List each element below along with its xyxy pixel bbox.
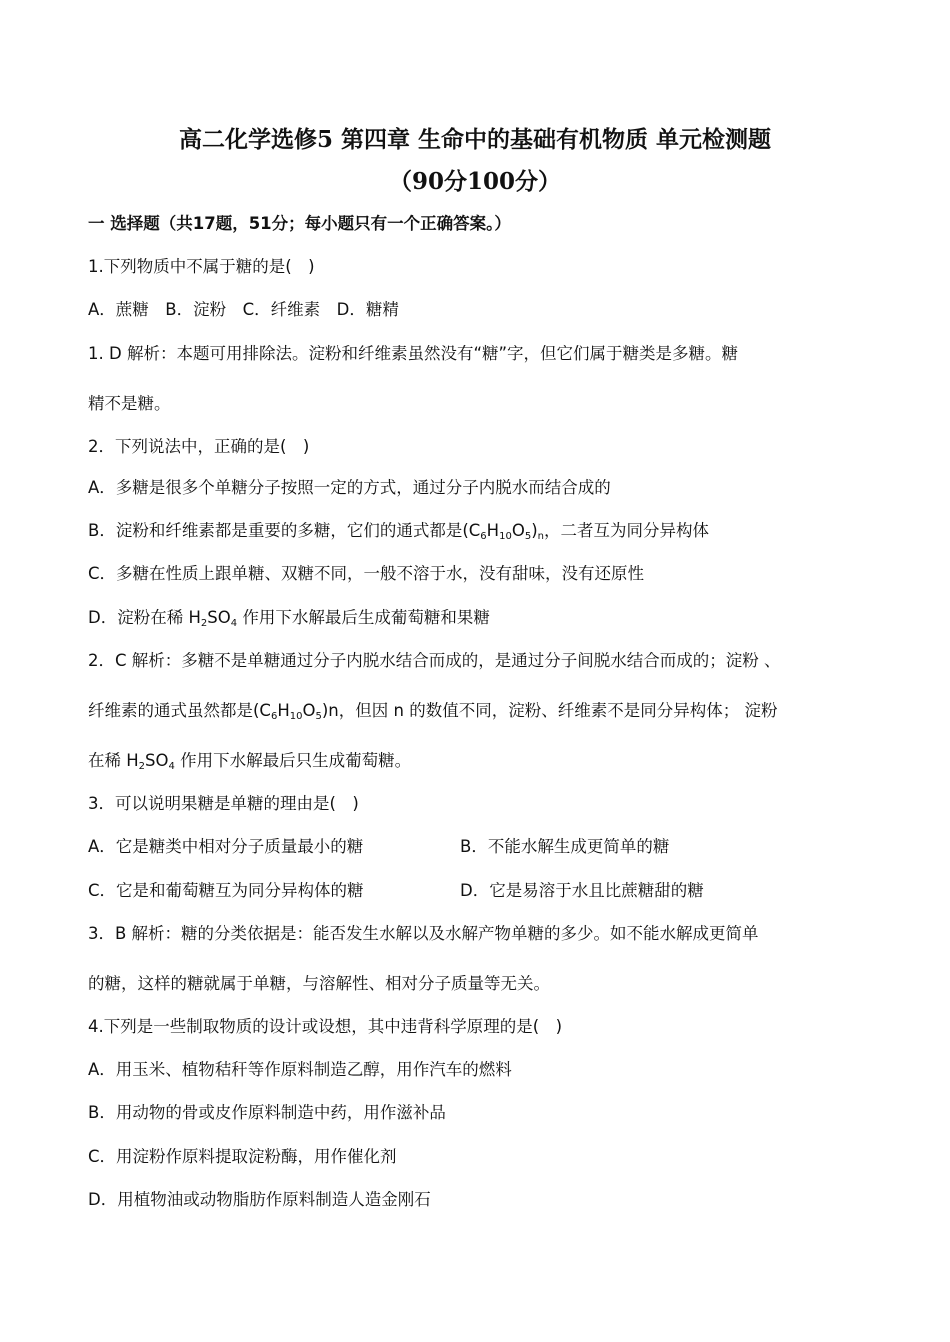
q2-option-d: D．淀粉在稀 $H_2SO_4$ 作用下水解最后生成葡萄糖和果糖: [88, 608, 490, 629]
q4-option-d: D．用植物油或动物脂肪作原料制造人造金刚石: [88, 1190, 431, 1209]
page-title: 高二化学选修5 第四章 生命中的基础有机物质 单元检测题: [178, 126, 772, 153]
q4-stem: 4.下列是一些制取物质的设计或设想，其中违背科学原理的是( ): [88, 1017, 563, 1036]
q2-answer-line-2: 纤维素的通式虽然都是$(C_6H_{10}O_5)n$，但因 n 的数值不同，淀粉、纤维素不是同分异构体； 淀粉: [88, 701, 778, 722]
q3-option-c: C．它是和葡萄糖互为同分异构体的糖: [88, 881, 364, 900]
section-header: 一 选择题（共17题，51分；每小题只有一个正确答案。）: [88, 214, 511, 233]
q2-answer-line-3: 在稀 $H_2SO_4$ 作用下水解最后只生成葡萄糖。: [88, 751, 412, 772]
q1-options: A．蔗糖 B．淀粉 C．纤维素 D．糖精: [88, 300, 399, 319]
page-subtitle: （90分100分）: [388, 168, 562, 195]
q2-option-a: A．多糖是很多个单糖分子按照一定的方式，通过分子内脱水而结合成的: [88, 478, 611, 497]
q3-option-d: D．它是易溶于水且比蔗糖甜的糖: [460, 881, 704, 900]
q4-option-b: B．用动物的骨或皮作原料制造中药，用作滋补品: [88, 1103, 446, 1122]
q2-stem: 2．下列说法中，正确的是( ): [88, 437, 310, 456]
q1-answer-line-1: 1. D 解析：本题可用排除法。淀粉和纤维素虽然没有“糖”字，但它们属于糖类是多糖。糖: [88, 344, 739, 363]
q2-option-c: C．多糖在性质上跟单糖、双糖不同，一般不溶于水，没有甜味，没有还原性: [88, 564, 645, 583]
q4-option-c: C．用淀粉作原料提取淀粉酶，用作催化剂: [88, 1147, 397, 1166]
q4-option-a: A．用玉米、植物秸秆等作原料制造乙醇，用作汽车的燃料: [88, 1060, 512, 1079]
q3-answer-line-1: 3．B 解析：糖的分类依据是：能否发生水解以及水解产物单糖的多少。如不能水解成更简单: [88, 924, 759, 943]
q3-stem: 3．可以说明果糖是单糖的理由是( ): [88, 794, 359, 813]
q2-answer-line-1: 2．C 解析：多糖不是单糖通过分子内脱水结合而成的，是通过分子间脱水结合而成的；淀粉 、: [88, 651, 781, 670]
q3-answer-line-2: 的糖，这样的糖就属于单糖，与溶解性、相对分子质量等无关。: [88, 974, 550, 993]
q3-option-a: A．它是糖类中相对分子质量最小的糖: [88, 837, 364, 856]
q1-stem: 1.下列物质中不属于糖的是( ): [88, 257, 315, 276]
q1-answer-line-2: 精不是糖。: [88, 394, 171, 413]
q3-option-b: B．不能水解生成更简单的糖: [460, 837, 670, 856]
q2-option-b: B．淀粉和纤维素都是重要的多糖，它们的通式都是$(C_6H_{10}O_5)_n$，二者互为同分异构体: [88, 521, 709, 542]
